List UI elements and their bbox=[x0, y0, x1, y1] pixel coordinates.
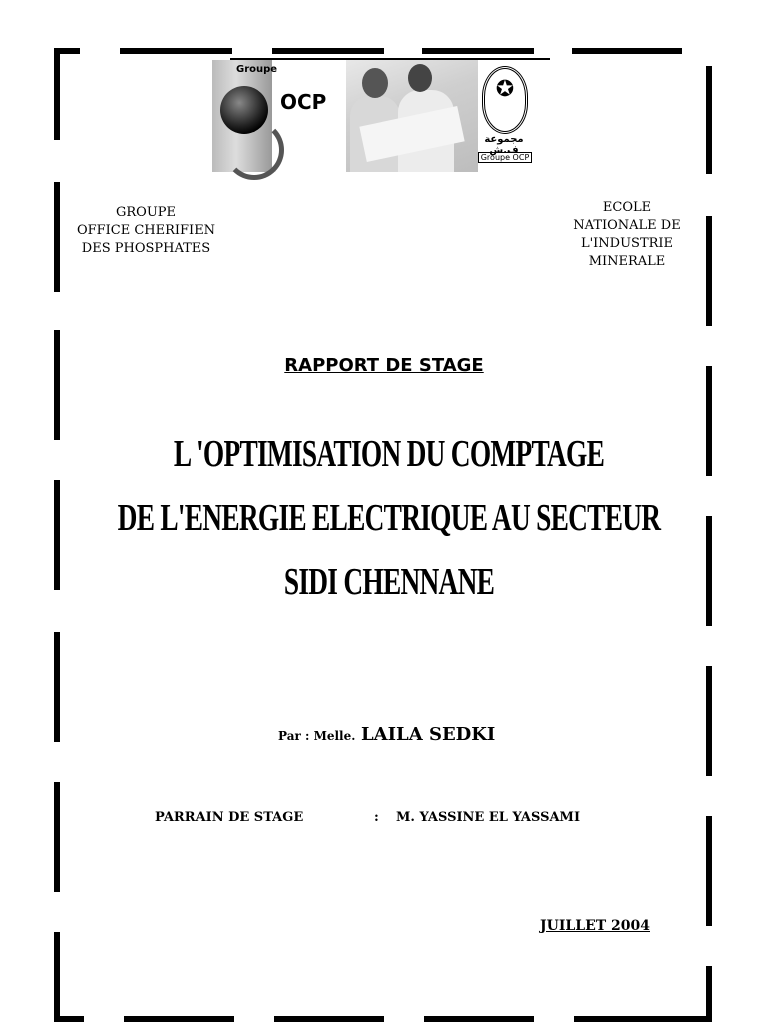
left-institution bbox=[66, 204, 226, 258]
ocp-logo-graphic bbox=[212, 60, 272, 172]
sponsor-separator: : bbox=[374, 810, 379, 825]
frame-dash bbox=[54, 932, 60, 1022]
sponsor-label: PARRAIN DE STAGE bbox=[155, 810, 304, 825]
frame-dash bbox=[706, 516, 712, 626]
emblem-arabic-text: مجموعة ف.ش bbox=[484, 134, 524, 156]
star-icon: ✪ bbox=[495, 77, 515, 102]
left-institution-line: DES PHOSPHATES bbox=[81, 241, 211, 256]
frame-dash bbox=[706, 216, 712, 326]
frame-dash bbox=[706, 816, 712, 926]
emblem-caption: Groupe OCP bbox=[478, 152, 532, 163]
report-date: JUILLET 2004 bbox=[540, 918, 650, 934]
workers-photo bbox=[346, 60, 478, 172]
frame-dash bbox=[274, 1016, 384, 1022]
frame-dash bbox=[272, 48, 384, 54]
right-institution-line: L'INDUSTRIE bbox=[580, 236, 674, 251]
frame-dash bbox=[572, 48, 682, 54]
title-line: DE L'ENERGIE ELECTRIQUE AU SECTEUR bbox=[117, 497, 661, 539]
frame-dash bbox=[120, 48, 232, 54]
swoosh-icon bbox=[224, 120, 284, 180]
left-institution-line: OFFICE CHERIFIEN bbox=[76, 223, 216, 238]
frame-dash bbox=[54, 782, 60, 892]
ocp-emblem bbox=[478, 66, 528, 170]
author-name: LAILA SEDKI bbox=[361, 724, 496, 745]
sponsor-name: M. YASSINE EL YASSAMI bbox=[396, 810, 581, 825]
frame-dash bbox=[56, 1016, 84, 1022]
frame-dash bbox=[54, 632, 60, 742]
right-institution bbox=[562, 199, 692, 271]
frame-dash bbox=[54, 330, 60, 440]
frame-dash bbox=[124, 1016, 234, 1022]
title-line: SIDI CHENNANE bbox=[283, 561, 495, 603]
right-institution-line: MINERALE bbox=[588, 254, 666, 269]
frame-dash bbox=[54, 480, 60, 590]
logo-name: OCP bbox=[280, 90, 327, 114]
author bbox=[278, 724, 495, 745]
frame-dash bbox=[54, 182, 60, 292]
right-institution-line: ECOLE bbox=[602, 200, 652, 215]
right-institution-line: NATIONALE DE bbox=[573, 218, 681, 233]
frame-dash bbox=[54, 48, 60, 140]
logo-caption: Groupe bbox=[236, 64, 278, 75]
title-line: L 'OPTIMISATION DU COMPTAGE bbox=[173, 433, 605, 475]
frame-dash bbox=[574, 1016, 712, 1022]
report-title bbox=[109, 422, 669, 614]
frame-dash bbox=[422, 48, 534, 54]
header-banner bbox=[212, 58, 552, 173]
frame-dash bbox=[706, 666, 712, 776]
report-label: RAPPORT DE STAGE bbox=[284, 355, 484, 376]
left-institution-line: GROUPE bbox=[115, 205, 177, 220]
frame-dash bbox=[706, 966, 712, 1022]
frame-dash bbox=[424, 1016, 534, 1022]
author-prefix: Par : Melle. bbox=[278, 729, 356, 743]
frame-dash bbox=[706, 366, 712, 476]
frame-dash bbox=[706, 66, 712, 174]
